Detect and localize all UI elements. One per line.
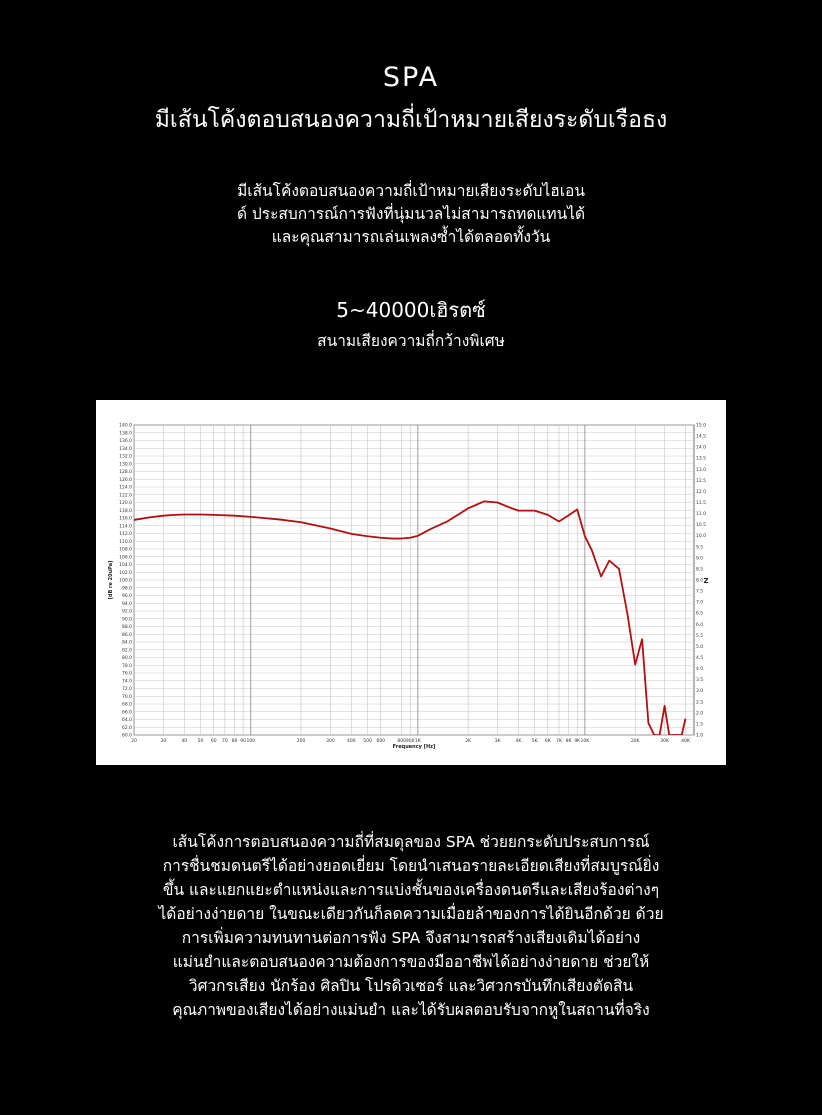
y2-axis-label: Z	[703, 577, 709, 585]
y-tick-label: 70.0	[121, 694, 132, 700]
x-tick-label: 1K	[414, 739, 421, 744]
y2-tick-label: 9.0	[696, 556, 704, 562]
y-tick-label: 76.0	[121, 671, 132, 677]
y2-tick-label: 3.0	[696, 689, 704, 695]
y-tick-label: 80.0	[121, 656, 132, 661]
y-tick-label: 84.0	[121, 640, 132, 646]
y2-tick-label: 8.0	[696, 578, 704, 584]
y-axis-label: [dB re 20uPa]	[108, 560, 114, 600]
x-tick-label: 2K	[465, 739, 472, 744]
x-tick-label: 40	[181, 739, 188, 744]
y2-tick-label: 6.5	[696, 611, 704, 617]
frequency-response-chart	[96, 400, 726, 765]
y2-tick-label: 2.5	[696, 700, 704, 706]
y2-tick-label: 12.0	[696, 489, 707, 495]
x-tick-label: 300	[326, 739, 335, 744]
y-tick-label: 100.0	[119, 578, 132, 584]
y-tick-label: 102.0	[119, 570, 132, 576]
y-tick-label: 98.0	[121, 586, 132, 592]
body-line: เส้นโค้งการตอบสนองความถี่ที่สมดุลของ SPA ช่วยยกระดับประสบการณ์	[172, 833, 650, 851]
y2-tick-label: 5.0	[696, 644, 704, 650]
y2-tick-label: 14.0	[696, 445, 707, 451]
y-tick-label: 74.0	[121, 679, 132, 685]
y-tick-label: 118.0	[119, 508, 132, 514]
page-subtitle: มีเส้นโค้งตอบสนองความถี่เป้าหมายเสียงระดับเรือธง	[154, 107, 668, 133]
body-line: ขึ้น และแยกแยะตำแหน่งและการแบ่งชั้นของเครื่องดนตรีและเสียงร้องต่างๆ	[162, 881, 660, 899]
x-tick-label: 9K	[574, 739, 581, 744]
y-tick-label: 132.0	[119, 454, 132, 460]
y2-tick-label: 15.0	[696, 423, 707, 429]
y-tick-label: 134.0	[119, 446, 132, 452]
x-tick-label: 200	[296, 739, 306, 744]
y-tick-label: 106.0	[119, 555, 132, 561]
y-tick-label: 110.0	[119, 539, 132, 545]
body-line: แม่นยำและตอบสนองความต้องการของมืออาชีพได้อย่างง่ายดาย ช่วยให้	[172, 953, 650, 971]
y-tick-label: 96.0	[121, 594, 132, 599]
y2-tick-label: 4.5	[696, 656, 704, 661]
intro-line: มีเส้นโค้งตอบสนองความถี่เป้าหมายเสียงระดับไฮเอน	[237, 182, 585, 200]
body-line: วิศวกรเสียง นักร้อง ศิลปิน โปรดิวเซอร์ และวิศวกรบันทึกเสียงตัดสิน	[188, 977, 634, 995]
y-tick-label: 140.0	[119, 423, 132, 429]
x-tick-label: 4K	[515, 739, 522, 744]
x-tick-label: 500	[363, 739, 372, 744]
x-tick-label: 20K	[630, 739, 640, 744]
y-tick-label: 60.0	[121, 733, 132, 739]
y-tick-label: 94.0	[121, 601, 132, 607]
y-tick-label: 108.0	[119, 547, 132, 553]
y-tick-label: 68.0	[121, 702, 132, 708]
y-tick-label: 72.0	[121, 687, 132, 692]
y2-tick-label: 1.0	[696, 733, 704, 739]
y2-tick-label: 2.0	[696, 711, 704, 717]
body-line: การชื่นชมดนตรีได้อย่างยอดเยี่ยม โดยนำเสนอรายละเอียดเสียงที่สมบูรณ์ยิ่ง	[162, 857, 660, 875]
y2-tick-label: 14.5	[696, 434, 707, 440]
x-tick-label: 90	[240, 739, 246, 744]
y-tick-label: 122.0	[119, 493, 132, 499]
x-tick-label: 70	[222, 739, 228, 744]
y2-tick-label: 6.0	[696, 622, 704, 628]
y-tick-label: 126.0	[119, 477, 132, 483]
x-tick-label: 50	[197, 739, 204, 744]
y-tick-label: 66.0	[121, 710, 132, 716]
body-line: ได้อย่างง่ายดาย ในขณะเดียวกันก็ลดความเมื่อยล้าของการได้ยินอีกด้วย ด้วย	[158, 905, 664, 923]
x-tick-label: 10K	[580, 739, 590, 744]
y2-tick-label: 7.5	[696, 589, 704, 595]
x-tick-label: 5K	[531, 739, 538, 744]
y2-tick-label: 10.5	[696, 523, 707, 529]
y-tick-label: 88.0	[121, 625, 132, 630]
y-tick-label: 90.0	[121, 617, 132, 623]
x-tick-label: 100	[246, 739, 256, 744]
y2-tick-label: 5.5	[696, 633, 704, 639]
x-tick-label: 8K	[565, 739, 572, 744]
y2-tick-label: 13.5	[696, 456, 707, 462]
x-tick-label: 6K	[544, 739, 551, 744]
x-tick-label: 80	[231, 739, 238, 744]
y2-tick-label: 4.0	[696, 667, 704, 673]
y2-tick-label: 9.5	[696, 545, 704, 551]
y2-tick-label: 8.5	[696, 567, 704, 573]
intro-line: และคุณสามารถเล่นเพลงซ้ำได้ตลอดทั้งวัน	[271, 228, 551, 246]
x-tick-label: 3K	[494, 739, 501, 744]
y-tick-label: 92.0	[121, 609, 132, 615]
y2-tick-label: 7.0	[696, 600, 704, 606]
x-tick-label: 400	[347, 739, 356, 744]
x-tick-label: 60	[210, 739, 217, 744]
x-tick-label: 7K	[556, 739, 562, 744]
frequency-range-caption: สนามเสียงความถี่กว้างพิเศษ	[317, 332, 505, 350]
x-axis-label: Frequency [Hz]	[392, 744, 436, 750]
y-tick-label: 104.0	[119, 563, 132, 568]
y-tick-label: 128.0	[119, 470, 132, 475]
frequency-response-svg	[96, 400, 726, 765]
x-tick-label: 600	[376, 739, 386, 744]
y-tick-label: 130.0	[119, 462, 132, 468]
y-tick-label: 82.0	[121, 648, 132, 654]
y-tick-label: 86.0	[121, 632, 132, 638]
page-title: SPA	[382, 62, 440, 93]
y-tick-label: 120.0	[119, 501, 132, 506]
y-tick-label: 136.0	[119, 439, 132, 444]
body-line: คุณภาพของเสียงได้อย่างแม่นยำ และได้รับผลตอบรับจากหูในสถานที่จริง	[172, 1001, 650, 1019]
y-tick-label: 78.0	[121, 663, 132, 669]
x-tick-label: 40K	[681, 739, 690, 744]
y-tick-label: 138.0	[119, 431, 132, 437]
x-tick-label: 900	[405, 739, 415, 744]
y2-tick-label: 11.5	[696, 501, 707, 506]
y-tick-label: 114.0	[119, 524, 132, 530]
x-tick-label: 30K	[660, 739, 669, 744]
intro-line: ด์ ประสบการณ์การฟังที่นุ่มนวลไม่สามารถทดแทนได้	[236, 205, 586, 223]
x-tick-label: 20	[131, 739, 137, 744]
y2-tick-label: 10.0	[696, 534, 707, 540]
y-tick-label: 112.0	[119, 532, 132, 537]
y-tick-label: 62.0	[121, 725, 132, 731]
y2-tick-label: 11.0	[696, 512, 707, 518]
body-line: การเพิ่มความทนทานต่อการฟัง SPA จึงสามารถสร้างเสียงเดิมได้อย่าง	[181, 929, 641, 947]
y-tick-label: 64.0	[121, 718, 132, 723]
y2-tick-label: 13.0	[696, 467, 707, 473]
x-tick-label: 30	[160, 739, 167, 744]
y2-tick-label: 3.5	[696, 678, 704, 684]
x-tick-label: 800	[397, 739, 406, 744]
y-tick-label: 124.0	[119, 485, 132, 491]
y2-tick-label: 1.5	[696, 722, 704, 728]
y-tick-label: 116.0	[119, 516, 132, 522]
frequency-range: 5~40000เฮิรตซ์	[336, 298, 486, 322]
y2-tick-label: 12.5	[696, 478, 707, 484]
